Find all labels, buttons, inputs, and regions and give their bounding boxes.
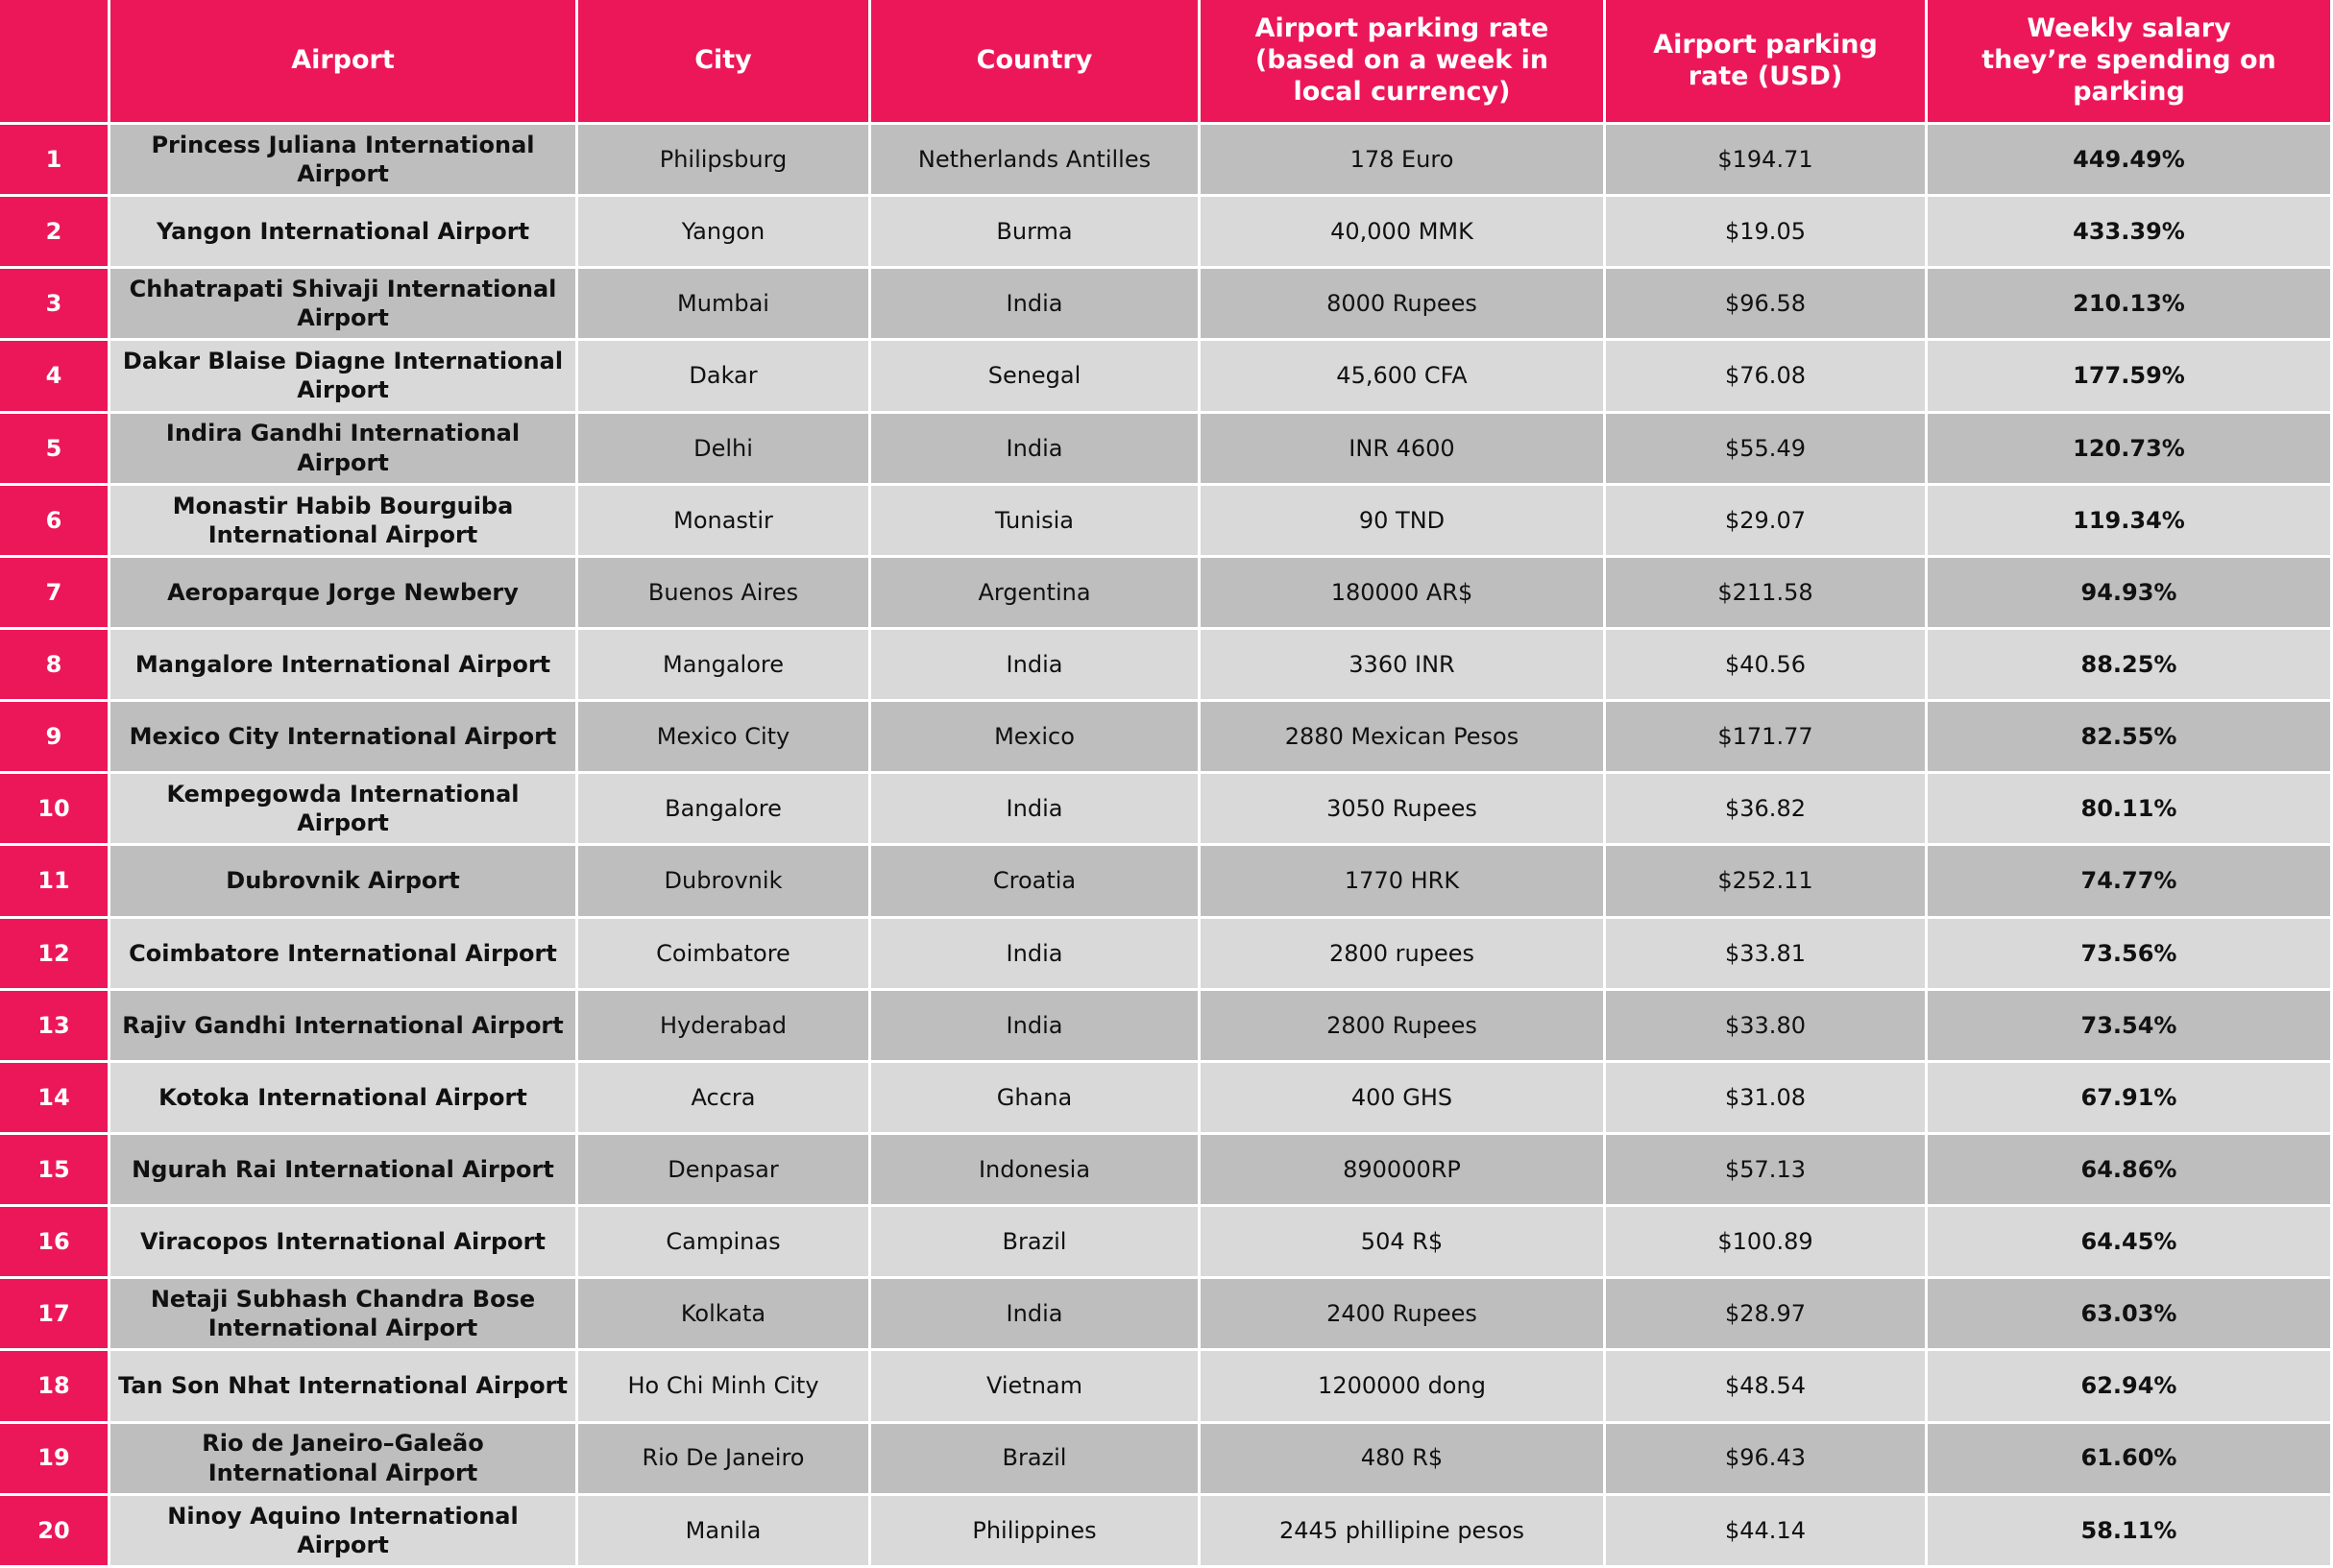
rank-cell: 15 [0, 1135, 110, 1207]
local-rate-cell: 480 R$ [1201, 1424, 1606, 1496]
salary-pct-cell: 63.03% [1928, 1279, 2333, 1351]
usd-rate-cell: $96.58 [1606, 269, 1928, 341]
rank-cell: 2 [0, 197, 110, 269]
header-rank [0, 0, 110, 125]
airport-cell: Yangon International Airport [110, 197, 578, 269]
airport-cell: Kotoka International Airport [110, 1063, 578, 1135]
local-rate-cell: 2800 rupees [1201, 919, 1606, 991]
airport-cell: Viracopos International Airport [110, 1207, 578, 1279]
country-cell: India [871, 991, 1201, 1063]
city-cell: Buenos Aires [578, 558, 871, 630]
usd-rate-cell: $171.77 [1606, 702, 1928, 774]
rank-cell: 9 [0, 702, 110, 774]
airport-cell: Princess Juliana International Airport [110, 125, 578, 197]
country-cell: Burma [871, 197, 1201, 269]
city-cell: Coimbatore [578, 919, 871, 991]
salary-pct-cell: 58.11% [1928, 1496, 2333, 1568]
usd-rate-cell: $96.43 [1606, 1424, 1928, 1496]
country-cell: India [871, 1279, 1201, 1351]
airport-cell: Tan Son Nhat International Airport [110, 1351, 578, 1423]
country-cell: Vietnam [871, 1351, 1201, 1423]
country-cell: Brazil [871, 1424, 1201, 1496]
local-rate-cell: 45,600 CFA [1201, 341, 1606, 413]
usd-rate-cell: $29.07 [1606, 486, 1928, 558]
header-city: City [578, 0, 871, 125]
city-cell: Monastir [578, 486, 871, 558]
country-cell: Philippines [871, 1496, 1201, 1568]
rank-cell: 12 [0, 919, 110, 991]
airport-cell: Coimbatore International Airport [110, 919, 578, 991]
usd-rate-cell: $76.08 [1606, 341, 1928, 413]
rank-cell: 8 [0, 630, 110, 702]
local-rate-cell: 3050 Rupees [1201, 774, 1606, 846]
airport-cell: Netaji Subhash Chandra Bose International Airport [110, 1279, 578, 1351]
city-cell: Mexico City [578, 702, 871, 774]
airport-cell: Indira Gandhi International Airport [110, 414, 578, 486]
rank-cell: 11 [0, 846, 110, 918]
local-rate-cell: 8000 Rupees [1201, 269, 1606, 341]
city-cell: Delhi [578, 414, 871, 486]
usd-rate-cell: $33.81 [1606, 919, 1928, 991]
local-rate-cell: INR 4600 [1201, 414, 1606, 486]
airport-cell: Chhatrapati Shivaji International Airport [110, 269, 578, 341]
city-cell: Dakar [578, 341, 871, 413]
city-cell: Accra [578, 1063, 871, 1135]
salary-pct-cell: 74.77% [1928, 846, 2333, 918]
rank-cell: 19 [0, 1424, 110, 1496]
usd-rate-cell: $36.82 [1606, 774, 1928, 846]
salary-pct-cell: 62.94% [1928, 1351, 2333, 1423]
country-cell: Senegal [871, 341, 1201, 413]
rank-cell: 16 [0, 1207, 110, 1279]
local-rate-cell: 178 Euro [1201, 125, 1606, 197]
rank-cell: 18 [0, 1351, 110, 1423]
country-cell: India [871, 919, 1201, 991]
rank-cell: 4 [0, 341, 110, 413]
usd-rate-cell: $57.13 [1606, 1135, 1928, 1207]
country-cell: Indonesia [871, 1135, 1201, 1207]
rank-cell: 10 [0, 774, 110, 846]
city-cell: Rio De Janeiro [578, 1424, 871, 1496]
salary-pct-cell: 88.25% [1928, 630, 2333, 702]
rank-cell: 17 [0, 1279, 110, 1351]
rank-cell: 13 [0, 991, 110, 1063]
usd-rate-cell: $100.89 [1606, 1207, 1928, 1279]
usd-rate-cell: $40.56 [1606, 630, 1928, 702]
airport-cell: Mexico City International Airport [110, 702, 578, 774]
city-cell: Mangalore [578, 630, 871, 702]
salary-pct-cell: 67.91% [1928, 1063, 2333, 1135]
salary-pct-cell: 210.13% [1928, 269, 2333, 341]
local-rate-cell: 2800 Rupees [1201, 991, 1606, 1063]
local-rate-cell: 2400 Rupees [1201, 1279, 1606, 1351]
city-cell: Kolkata [578, 1279, 871, 1351]
local-rate-cell: 3360 INR [1201, 630, 1606, 702]
city-cell: Dubrovnik [578, 846, 871, 918]
city-cell: Mumbai [578, 269, 871, 341]
city-cell: Denpasar [578, 1135, 871, 1207]
rank-cell: 3 [0, 269, 110, 341]
usd-rate-cell: $19.05 [1606, 197, 1928, 269]
local-rate-cell: 40,000 MMK [1201, 197, 1606, 269]
rank-cell: 5 [0, 414, 110, 486]
rank-cell: 7 [0, 558, 110, 630]
airport-cell: Ngurah Rai International Airport [110, 1135, 578, 1207]
salary-pct-cell: 449.49% [1928, 125, 2333, 197]
local-rate-cell: 90 TND [1201, 486, 1606, 558]
airport-cell: Dubrovnik Airport [110, 846, 578, 918]
country-cell: Argentina [871, 558, 1201, 630]
airport-cell: Mangalore International Airport [110, 630, 578, 702]
rank-cell: 20 [0, 1496, 110, 1568]
rank-cell: 14 [0, 1063, 110, 1135]
salary-pct-cell: 64.86% [1928, 1135, 2333, 1207]
usd-rate-cell: $31.08 [1606, 1063, 1928, 1135]
usd-rate-cell: $48.54 [1606, 1351, 1928, 1423]
salary-pct-cell: 119.34% [1928, 486, 2333, 558]
airport-cell: Rio de Janeiro–Galeão International Airport [110, 1424, 578, 1496]
city-cell: Philipsburg [578, 125, 871, 197]
airport-cell: Monastir Habib Bourguiba International Airport [110, 486, 578, 558]
header-usd-rate: Airport parking rate (USD) [1606, 0, 1928, 125]
airport-cell: Kempegowda International Airport [110, 774, 578, 846]
country-cell: Brazil [871, 1207, 1201, 1279]
local-rate-cell: 1200000 dong [1201, 1351, 1606, 1423]
salary-pct-cell: 73.56% [1928, 919, 2333, 991]
usd-rate-cell: $44.14 [1606, 1496, 1928, 1568]
salary-pct-cell: 433.39% [1928, 197, 2333, 269]
city-cell: Ho Chi Minh City [578, 1351, 871, 1423]
local-rate-cell: 180000 AR$ [1201, 558, 1606, 630]
local-rate-cell: 2445 phillipine pesos [1201, 1496, 1606, 1568]
salary-pct-cell: 80.11% [1928, 774, 2333, 846]
country-cell: India [871, 269, 1201, 341]
city-cell: Hyderabad [578, 991, 871, 1063]
airport-cell: Ninoy Aquino International Airport [110, 1496, 578, 1568]
local-rate-cell: 400 GHS [1201, 1063, 1606, 1135]
airport-cell: Rajiv Gandhi International Airport [110, 991, 578, 1063]
usd-rate-cell: $55.49 [1606, 414, 1928, 486]
header-salary-pct: Weekly salary they’re spending on parking [1928, 0, 2333, 125]
rank-cell: 1 [0, 125, 110, 197]
salary-pct-cell: 120.73% [1928, 414, 2333, 486]
country-cell: India [871, 630, 1201, 702]
airport-cell: Aeroparque Jorge Newbery [110, 558, 578, 630]
local-rate-cell: 890000RP [1201, 1135, 1606, 1207]
airport-cell: Dakar Blaise Diagne International Airport [110, 341, 578, 413]
salary-pct-cell: 94.93% [1928, 558, 2333, 630]
city-cell: Bangalore [578, 774, 871, 846]
rank-cell: 6 [0, 486, 110, 558]
usd-rate-cell: $211.58 [1606, 558, 1928, 630]
country-cell: India [871, 414, 1201, 486]
header-country: Country [871, 0, 1201, 125]
local-rate-cell: 2880 Mexican Pesos [1201, 702, 1606, 774]
usd-rate-cell: $28.97 [1606, 1279, 1928, 1351]
country-cell: Ghana [871, 1063, 1201, 1135]
salary-pct-cell: 61.60% [1928, 1424, 2333, 1496]
city-cell: Campinas [578, 1207, 871, 1279]
city-cell: Manila [578, 1496, 871, 1568]
local-rate-cell: 1770 HRK [1201, 846, 1606, 918]
salary-pct-cell: 73.54% [1928, 991, 2333, 1063]
country-cell: India [871, 774, 1201, 846]
country-cell: Mexico [871, 702, 1201, 774]
usd-rate-cell: $252.11 [1606, 846, 1928, 918]
country-cell: Tunisia [871, 486, 1201, 558]
country-cell: Netherlands Antilles [871, 125, 1201, 197]
salary-pct-cell: 82.55% [1928, 702, 2333, 774]
salary-pct-cell: 64.45% [1928, 1207, 2333, 1279]
local-rate-cell: 504 R$ [1201, 1207, 1606, 1279]
country-cell: Croatia [871, 846, 1201, 918]
header-airport: Airport [110, 0, 578, 125]
usd-rate-cell: $194.71 [1606, 125, 1928, 197]
salary-pct-cell: 177.59% [1928, 341, 2333, 413]
header-local-rate: Airport parking rate (based on a week in local currency) [1201, 0, 1606, 125]
city-cell: Yangon [578, 197, 871, 269]
usd-rate-cell: $33.80 [1606, 991, 1928, 1063]
